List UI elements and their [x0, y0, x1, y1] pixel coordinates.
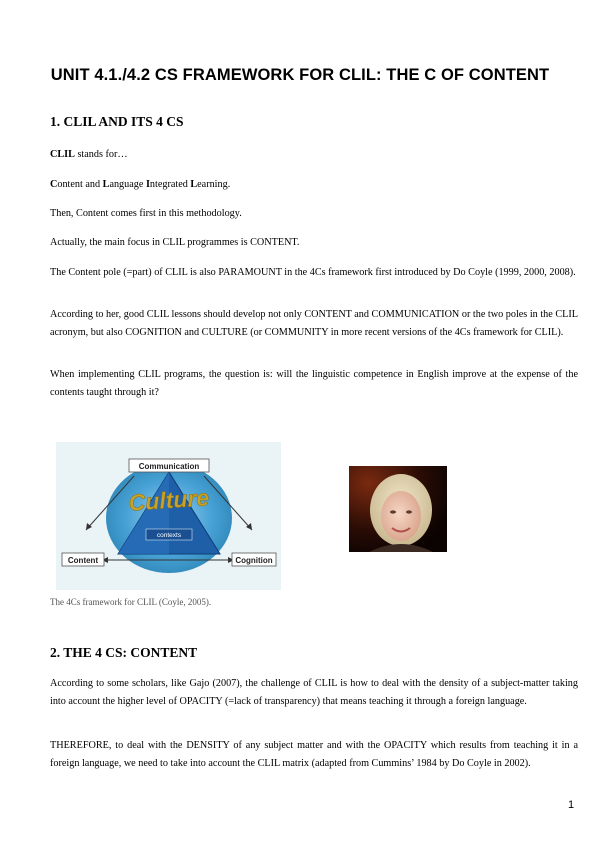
- portrait-svg: [349, 466, 447, 552]
- acronym-word: anguage: [109, 179, 146, 190]
- diagram-svg: [56, 442, 281, 590]
- eye-right: [406, 510, 412, 513]
- eye-left: [390, 510, 396, 513]
- author-photo: [349, 466, 447, 552]
- acronym-letter-c: C: [50, 179, 58, 190]
- contexts-label: contexts: [156, 532, 182, 539]
- acronym-word: ntegrated: [149, 179, 191, 190]
- acronym-letter-i: I: [145, 179, 150, 190]
- four-cs-framework-diagram: [56, 442, 281, 590]
- section-1-heading: 1. CLIL AND ITS 4 CS: [50, 114, 184, 129]
- paragraph-content-pole: The Content pole (=part) of CLIL is also PARAMOUNT in the 4Cs framework first introduced by Do Coyle (1999, 2000, 2008).: [50, 267, 576, 278]
- stands-for-text: stands for…: [74, 149, 128, 160]
- paragraph-main-focus: Actually, the main focus in CLIL programmes is CONTENT.: [50, 237, 300, 248]
- culture-label: Culture: [127, 484, 210, 516]
- clil-bold: CLIL: [50, 149, 75, 160]
- section-2-heading: 2. THE 4 CS: CONTENT: [50, 645, 198, 660]
- paragraph-content-first: Then, Content comes first in this methodology.: [50, 208, 242, 219]
- cognition-label: Cognition: [235, 556, 273, 565]
- paragraph-according-to-her: According to her, good CLIL lessons should develop not only CONTENT and COMMUNICATION or the two poles in the CLIL acronym, but also COGNITION and CULTURE (or COMMUNITY in more recent versions of the 4Cs framework for CLIL).: [50, 309, 578, 338]
- acronym-word: earning.: [197, 179, 231, 190]
- paragraph-acronym: [50, 176, 578, 194]
- paragraph-clil-stands-for: [50, 146, 578, 164]
- communication-label: Communication: [138, 462, 200, 471]
- content-label: Content: [67, 556, 99, 565]
- paragraph-gajo: According to some scholars, like Gajo (2007), the challenge of CLIL is how to deal with the density of a subject-matter taking into account the higher level of OPACITY (=lack of transparency) that means teaching it through a foreign language.: [50, 678, 578, 707]
- page-number: 1: [568, 799, 575, 811]
- face-shape: [381, 491, 421, 541]
- acronym-letter-l: L: [102, 179, 110, 190]
- paragraph-therefore: THEREFORE, to deal with the DENSITY of any subject matter and with the OPACITY which results from teaching it in a foreign language, we need to take into account the CLIL matrix (adapted from Cummins’ 1984 by Do Coyle in 2002).: [50, 740, 578, 769]
- page-title: UNIT 4.1./4.2 CS FRAMEWORK FOR CLIL: THE C OF CONTENT: [50, 66, 550, 84]
- acronym-word: ontent and: [57, 179, 103, 190]
- acronym-letter-l2: L: [190, 179, 198, 190]
- paragraph-question: When implementing CLIL programs, the question is: will the linguistic competence in English improve at the expense of the contents taught through it?: [50, 369, 578, 398]
- figure-caption: The 4Cs framework for CLIL (Coyle, 2005).: [50, 597, 212, 607]
